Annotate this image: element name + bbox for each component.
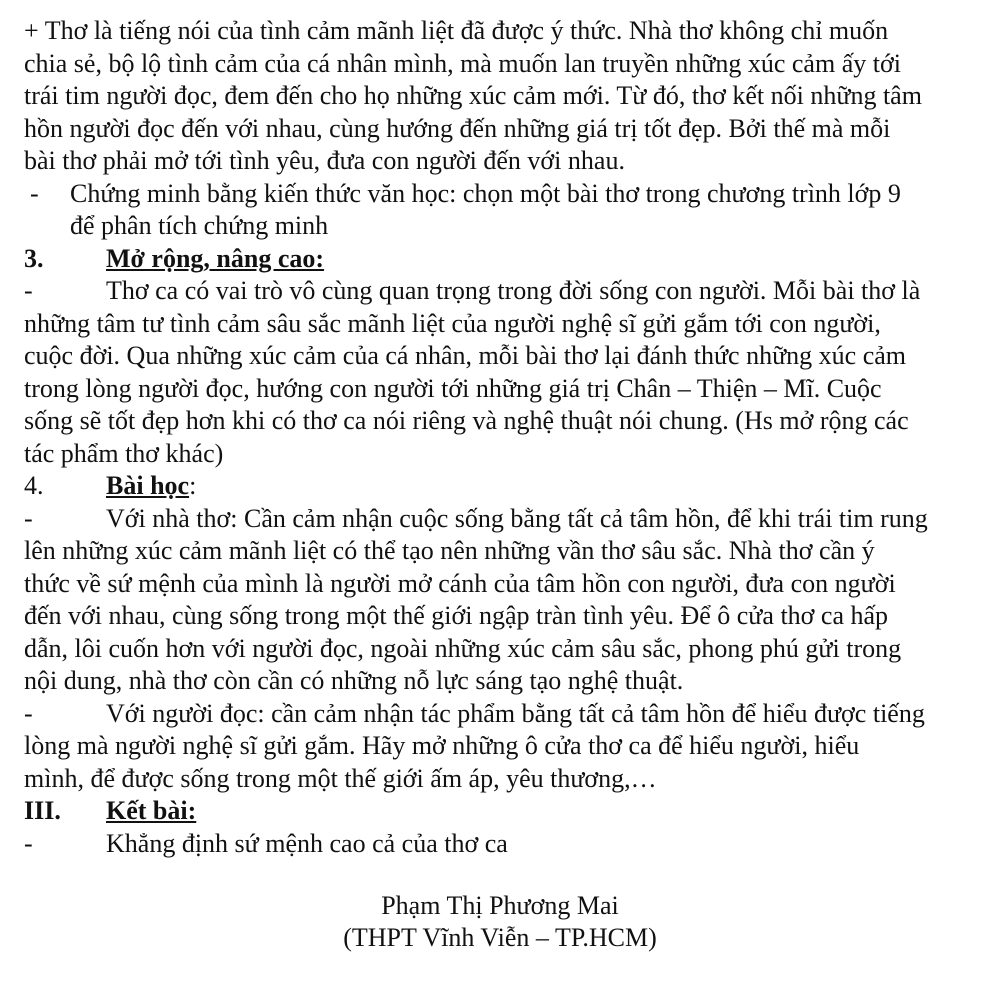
paragraph-line: chia sẻ, bộ lộ tình cảm của cá nhân mình, mà muốn lan truyền những xúc cảm ấy tới [24, 49, 901, 78]
paragraph-line: tác phẩm thơ khác) [24, 439, 224, 468]
paragraph-line: nội dung, nhà thơ còn cần có những nỗ lực sáng tạo nghệ thuật. [24, 666, 684, 695]
paragraph-line: sống sẽ tốt đẹp hơn khi có thơ ca nói riêng và nghệ thuật nói chung. (Hs mở rộng các [24, 406, 909, 435]
section-iii-title: Kết bài: [106, 796, 197, 825]
section-3-title: Mở rộng, nâng cao: [106, 244, 325, 273]
paragraph-line: hồn người đọc đến với nhau, cùng hướng đến những giá trị tốt đẹp. Bởi thế mà mỗi [24, 114, 891, 143]
paragraph-line: Thơ ca có vai trò vô cùng quan trọng trong đời sống con người. Mỗi bài thơ là [106, 276, 921, 305]
section-iii-number: III. [24, 796, 61, 825]
section-3-number: 3. [24, 244, 44, 273]
paragraph-line: + Thơ là tiếng nói của tình cảm mãnh liệt đã được ý thức. Nhà thơ không chỉ muốn [24, 16, 889, 45]
bullet-line: Chứng minh bằng kiến thức văn học: chọn một bài thơ trong chương trình lớp 9 [70, 179, 901, 208]
paragraph-line: Với người đọc: cần cảm nhận tác phẩm bằng tất cả tâm hồn để hiểu được tiếng [106, 699, 925, 728]
paragraph-line: cuộc đời. Qua những xúc cảm của cá nhân, mỗi bài thơ lại đánh thức những xúc cảm [24, 341, 907, 370]
section-4-title: Bài học [106, 471, 190, 500]
paragraph-line: Với nhà thơ: Cần cảm nhận cuộc sống bằng tất cả tâm hồn, để khi trái tim rung [106, 504, 928, 533]
bullet-dash: - [24, 276, 33, 305]
author-school: (THPT Vĩnh Viễn – TP.HCM) [343, 923, 657, 952]
bullet-dash: - [24, 699, 33, 728]
paragraph-line: đến với nhau, cùng sống trong một thế giới ngập tràn tình yêu. Để ô cửa thơ ca hấp [24, 601, 889, 630]
bullet-dash: - [24, 504, 33, 533]
author-name: Phạm Thị Phương Mai [381, 891, 619, 920]
section-4-number: 4. [24, 471, 44, 500]
paragraph-line: mình, để được sống trong một thế giới ấm áp, yêu thương,… [24, 764, 657, 793]
section-4-colon: : [189, 471, 197, 500]
paragraph-line: dẫn, lôi cuốn hơn với người đọc, ngoài những xúc cảm sâu sắc, phong phú gửi trong [24, 634, 902, 663]
paragraph-line: bài thơ phải mở tới tình yêu, đưa con người đến với nhau. [24, 146, 625, 175]
paragraph-line: lên những xúc cảm mãnh liệt có thể tạo nên những vần thơ sâu sắc. Nhà thơ cần ý [24, 536, 875, 565]
bullet-dash: - [24, 829, 33, 858]
bullet-line: để phân tích chứng minh [70, 211, 329, 240]
bullet-dash: - [30, 179, 39, 208]
paragraph-line: trong lòng người đọc, hướng con người tới những giá trị Chân – Thiện – Mĩ. Cuộc [24, 374, 882, 403]
paragraph-line: thức về sứ mệnh của mình là người mở cánh của tâm hồn con người, đưa con người [24, 569, 896, 598]
paragraph-line: những tâm tư tình cảm sâu sắc mãnh liệt của người nghệ sĩ gửi gắm tới con người, [24, 309, 881, 338]
section-4-heading [106, 470, 196, 502]
paragraph-line: lòng mà người nghệ sĩ gửi gắm. Hãy mở những ô cửa thơ ca để hiểu người, hiểu [24, 731, 860, 760]
paragraph-line: trái tim người đọc, đem đến cho họ những xúc cảm mới. Từ đó, thơ kết nối những tâm [24, 81, 922, 110]
paragraph-line: Khẳng định sứ mệnh cao cả của thơ ca [106, 829, 508, 858]
